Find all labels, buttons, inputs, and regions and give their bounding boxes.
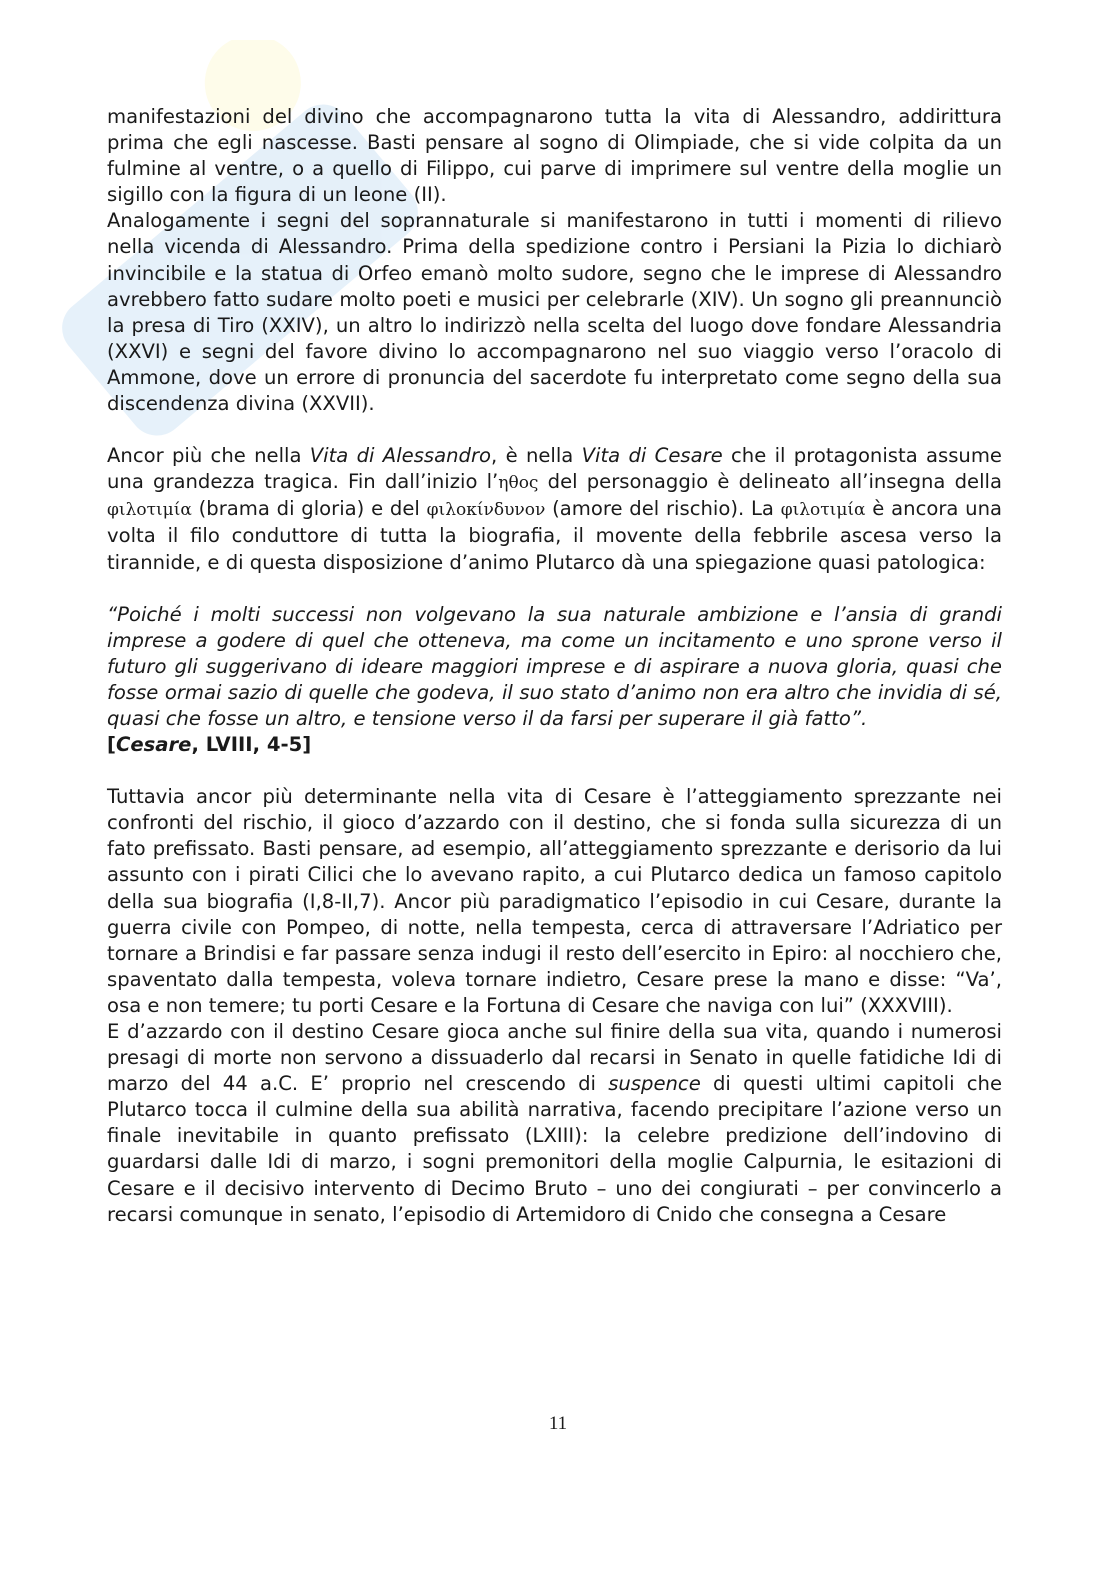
paragraph: Analogamente i segni del soprannaturale si manifestarono in tutti i momenti di rilievo nella vicenda di Alessandro. Prima della spedizione contro i Persiani la Pizia lo dichiarò invincibile e la statua di Orfeo emanò molto sudore, segno che le imprese di Alessandro avrebbero fatto sudare molto poeti e musici per celebrarle (XIV). Un sogno gli preannunciò la presa di Tiro (XXIV), un altro lo indirizzò nella scelta del luogo dove fondare Alessandria (XXVI) e segni del favore divino lo accompagnarono nel suo viaggio verso l’oracolo di Ammone, dove un errore di pronuncia del sacerdote fu interpretato come segno della sua discendenza divina (XXVII). [107,209,1002,416]
document-body [107,104,1002,1228]
quote-citation: [Cesare, LVIII, 4-5] [107,733,312,757]
italic-title: Vita di Cesare [581,444,723,468]
paragraph: Tuttavia ancor più determinante nella vita di Cesare è l’atteggiamento sprezzante nei confronti del rischio, il gioco d’azzardo con il destino, che si fonda sulla sicurezza di un fato prefissato. Basti pensare, ad esempio, all’atteggiamento sprezzante e derisorio da lui assunto con i pirati Cilici che lo avevano rapito, a cui Plutarco dedica un famoso capitolo della sua biografia (I,8-II,7). Ancor più paradigmatico l’episodio in cui Cesare, durante la guerra civile con Pompeo, di notte, nella tempesta, cerca di attraversare l’Adriatico per tornare a Brindisi e far passare senza indugi il resto dell’esercito in Epiro: al nocchiero che, spaventato dalla tempesta, voleva tornare indietro, Cesare prese la mano e disse: “Va’, osa e non temere; tu porti Cesare e la Fortuna di Cesare che naviga con lui” (XXXVIII). [107,785,1002,1017]
paragraph: Ancor più che nella Vita di Alessandro, è nella Vita di Cesare che il protagonista assume una grandezza tragica. Fin dall’inizio l’ηθος del personaggio è delineato all’insegna della φιλοτιμία (brama di gloria) e del φιλοκίνδυνον (amore del rischio). La φιλοτιμία è ancora una volta il filo conduttore di tutta la biografia, il movente della febbrile ascesa verso la tirannide, e di questa disposizione d’animo Plutarco dà una spiegazione quasi patologica: [107,444,1003,574]
greek-term: φιλοτιμία [107,500,192,521]
greek-term: ηθος [498,473,539,494]
block-quote [107,602,1002,732]
citation-work: Cesare [115,733,192,757]
greek-term: φιλοκίνδυνον [426,500,546,521]
quote-text: “Poiché i molti successi non volgevano la sua naturale ambizione e l’ansia di grandi imprese a godere di quel che otteneva, ma come un incitamento e uno sprone verso il futuro gli suggerivano di ideare maggiori imprese e di aspirare a nuova gloria, quasi che fosse ormai sazio di quelle che godeva, il suo stato d’animo non era altro che invidia di sé, quasi che fosse un altro, e tensione verso il da farsi per superare il già fatto”. [107,602,1002,730]
paragraph: E d’azzardo con il destino Cesare gioca anche sul finire della sua vita, quando i numerosi presagi di morte non servono a dissuaderlo dal recarsi in Senato in quelle fatidiche Idi di marzo del 44 a.C. E’ proprio nel crescendo di suspence di questi ultimi capitoli che Plutarco tocca il culmine della sua abilità narrativa, facendo precipitare l’azione verso un finale inevitabile in quanto prefissato (LXIII): la celebre predizione dell’indovino di guardarsi dalle Idi di marzo, i sogni premonitori della moglie Calpurnia, le esitazioni di Cesare e il decisivo intervento di Decimo Bruto – uno dei congiurati – per convincerlo a recarsi comunque in senato, l’episodio di Artemidoro di Cnido che consegna a Cesare [107,1020,1002,1226]
paragraph: manifestazioni del divino che accompagnarono tutta la vita di Alessandro, addirittura prima che egli nascesse. Basti pensare al sogno di Olimpiade, che si vide colpita da un fulmine al ventre, o a quello di Filippo, cui parve di imprimere sul ventre della moglie un sigillo con la figura di un leone (II). [107,105,1002,207]
italic-term: suspence [608,1072,701,1096]
italic-title: Vita di Alessandro [309,444,492,468]
greek-term: φιλοτιμία [780,500,866,521]
page-number: 11 [548,1413,568,1434]
